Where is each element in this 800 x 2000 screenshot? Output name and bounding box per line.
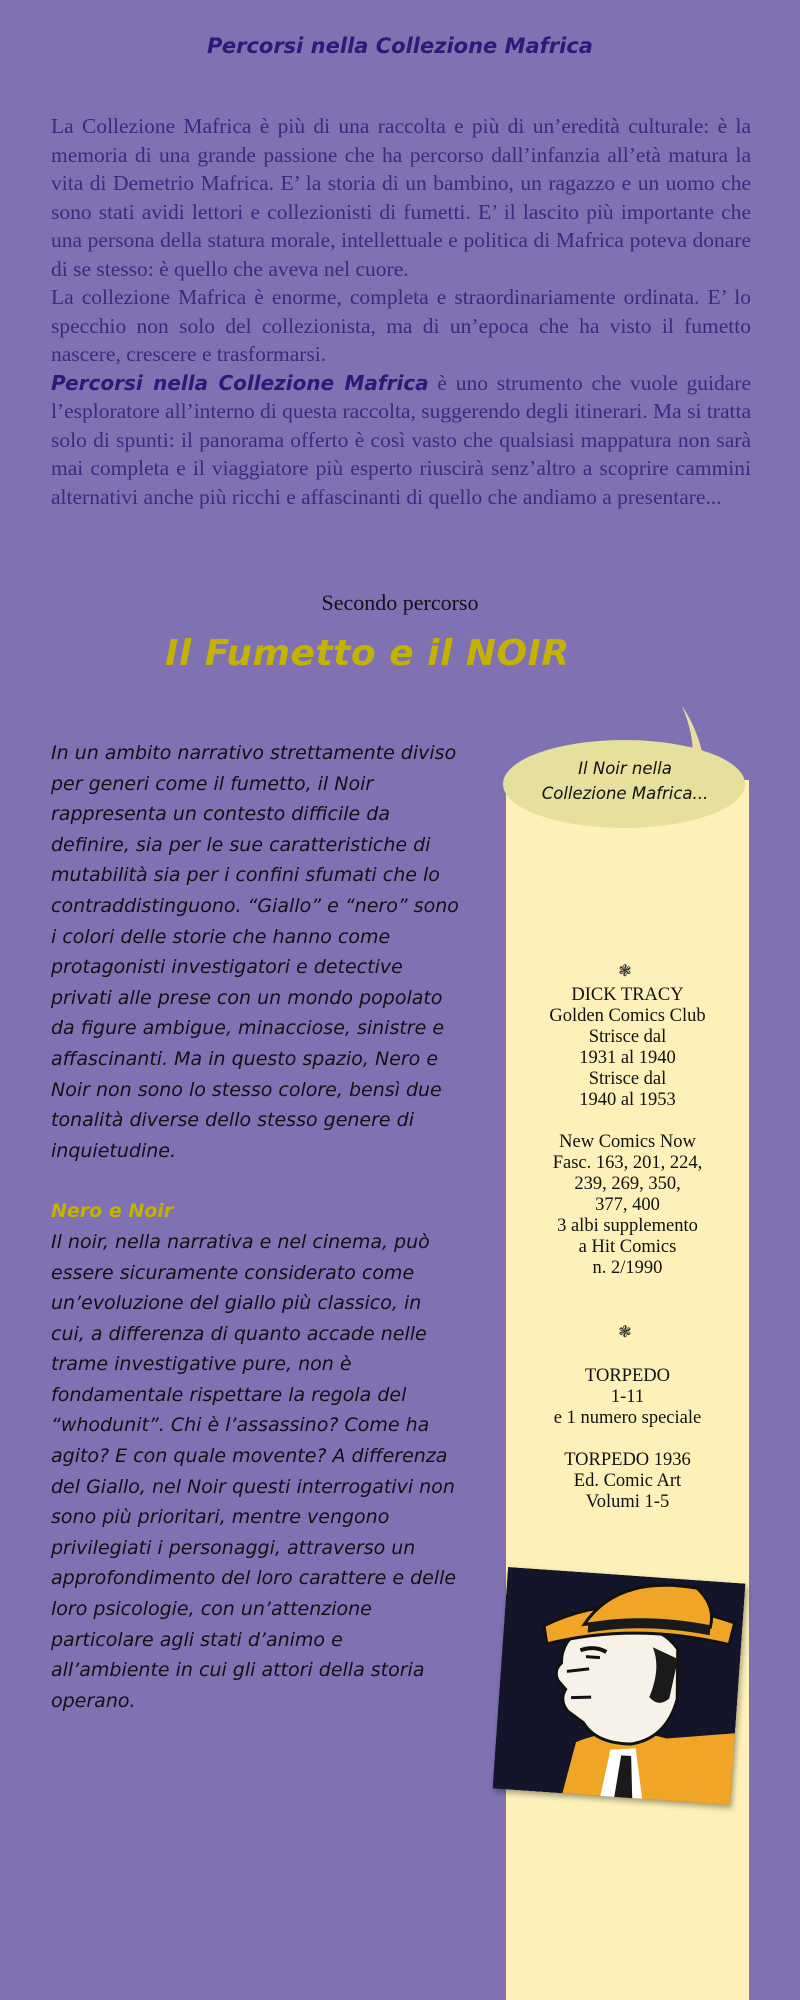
left-column-text [51, 738, 461, 1716]
list-item: 1931 al 1940 [579, 1048, 676, 1068]
list-item: 377, 400 [595, 1195, 660, 1215]
dick-tracy-list [506, 985, 749, 1279]
list-item: Fasc. 163, 201, 224, [552, 1153, 703, 1173]
bubble-line-2: Collezione Mafrica... [541, 784, 709, 803]
dick-tracy-illustration [493, 1567, 746, 1805]
list-item: e 1 numero speciale [553, 1408, 702, 1428]
list-item: Strisce dal [588, 1069, 667, 1089]
list-item: Golden Comics Club [549, 1006, 706, 1026]
torpedo-list [506, 1366, 749, 1513]
list-item: Ed. Comic Art [573, 1471, 682, 1491]
route-subtitle: Secondo percorso [321, 590, 479, 615]
list-item: DICK TRACY [571, 985, 684, 1005]
main-title: Il Fumetto e il NOIR [165, 633, 570, 674]
list-item: New Comics Now [559, 1132, 696, 1152]
intro-paragraph-3-rest: è uno strumento che vuole guidare l’esploratore all’interno di questa raccolta, suggerendo degli itinerari. Ma si tratta solo di spunti: il panorama offerto è così vasto che qualsiasi mappatura non sarà mai completa e il viaggiatore più esperto riuscirà senz’altro a scoprire cammini alternativi anche più ricchi e affascinanti di quello che andiamo a presentare... [51, 370, 751, 509]
flower-bullet-icon: ❃ [618, 961, 632, 980]
list-item: TORPEDO [585, 1366, 670, 1386]
intro-emphasis: Percorsi nella Collezione Mafrica [51, 370, 429, 395]
left-paragraph-2: Il noir, nella narrativa e nel cinema, può essere sicuramente considerato come un’evoluzione del giallo più classico, in cui, a differenza di quanto accade nelle trame investigative pure, non è fondamentale rispettare la regola del “whodunit”. Chi è l’assassino? Come ha agito? E con quale movente? A differenza del Giallo, nel Noir questi interrogativi non sono più prioritari, mentre vengono privilegiati i personaggi, attraverso un approfondimento del loro carattere e delle loro psicologie, con un’attenzione particolare agli stati d’animo e all’ambiente in cui gli attori della storia operano. [51, 1230, 457, 1712]
intro-paragraph-3 [51, 369, 751, 512]
list-item: TORPEDO 1936 [564, 1450, 691, 1470]
list-item: Volumi 1-5 [585, 1492, 670, 1512]
list-item: a Hit Comics [578, 1237, 677, 1257]
list-item: 239, 269, 350, [574, 1174, 681, 1194]
speech-bubble-text [510, 756, 740, 806]
list-item: Strisce dal [588, 1027, 667, 1047]
speech-bubble [500, 680, 760, 830]
intro-paragraph-2: La collezione Mafrica è enorme, completa e straordinariamente ordinata. E’ lo specchio non solo del collezionista, ma di un’epoca che ha visto il fumetto nascere, crescere e trasformarsi. [51, 285, 751, 366]
page-header-title: Percorsi nella Collezione Mafrica [207, 34, 593, 58]
left-paragraph-1: In un ambito narrativo strettamente diviso per generi come il fumetto, il Noir rappresenta un contesto difficile da definire, sia per le sue caratteristiche di mutabilità sia per i confini sfumati che lo contraddistinguono. “Giallo” e “nero” sono i colori delle storie che hanno come protagonisti investigatori e detective privati alle prese con un mondo popolato da figure ambigue, minacciose, sinistre e affascinanti. Ma in questo spazio, Nero e Noir non sono lo stesso colore, bensì due tonalità diverse dello stesso genere di inquietudine. [51, 742, 459, 1162]
list-item: n. 2/1990 [592, 1258, 663, 1278]
flower-bullet-icon: ❃ [618, 1322, 632, 1341]
bubble-line-1: Il Noir nella [578, 759, 672, 778]
intro-paragraph-1: La Collezione Mafrica è più di una raccolta e più di un’eredità culturale: è la memoria di una grande passione che ha percorso dall’infanzia all’età matura la vita di Demetrio Mafrica. E’ la storia di un bambino, un ragazzo e un uomo che sono stati avidi lettori e collezionisti di fumetti. E’ il lascito più importante che una persona della statura morale, intellettuale e politica di Mafrica poteva donare di se stesso: è quello che aveva nel cuore. [51, 114, 751, 281]
intro-text [51, 112, 751, 511]
section-heading-nero-e-noir: Nero e Noir [51, 1200, 174, 1223]
list-item: 1940 al 1953 [579, 1090, 676, 1110]
list-item: 1-11 [610, 1387, 645, 1407]
list-item: 3 albi supplemento [557, 1216, 698, 1236]
